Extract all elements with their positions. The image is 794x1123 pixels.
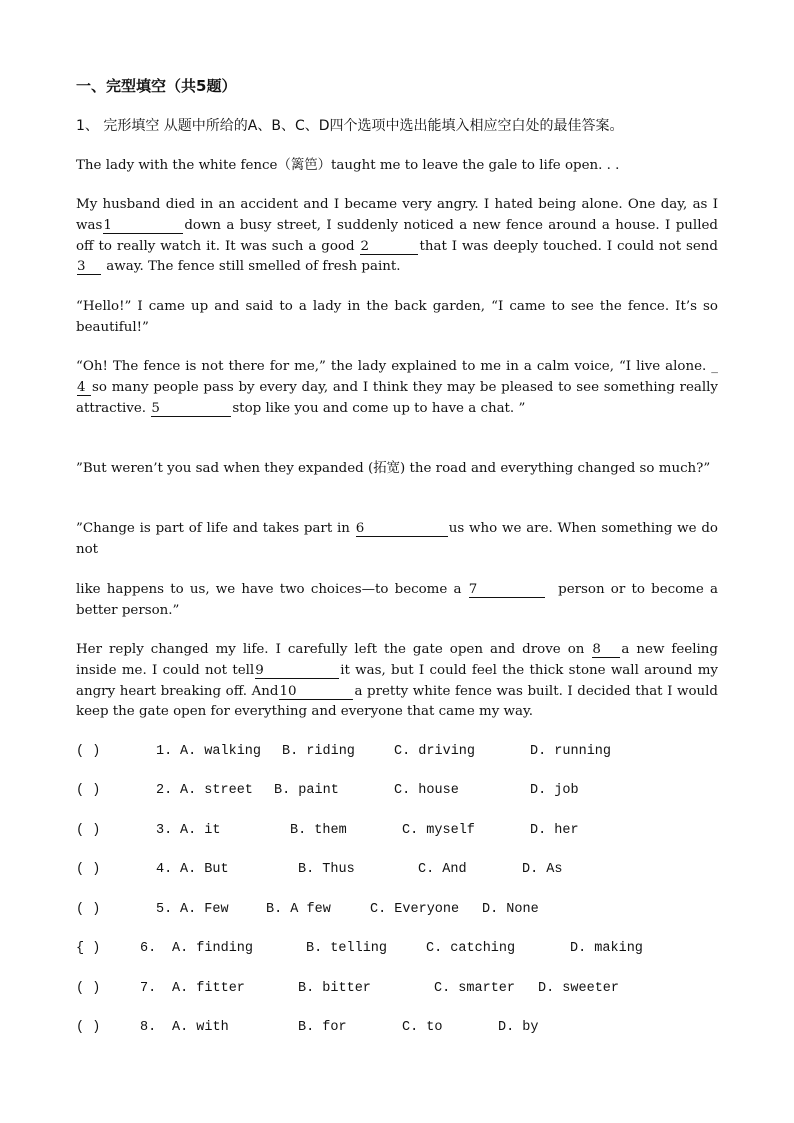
paragraph-1: [76, 195, 718, 278]
option-a: A. fitter: [172, 981, 245, 996]
option-c: C. smarter: [434, 981, 516, 996]
answer-paren[interactable]: { ): [76, 941, 101, 956]
question-number: 2.: [156, 783, 173, 798]
instruction-text: 1、 完形填空 从题中所给的A、B、C、D四个选项中选出能填入相应空白处的最佳答案。: [76, 118, 624, 134]
paragraph-text: it was, but I could feel the thick stone wall around my angry heart breaking off. And: [76, 662, 718, 699]
option-b: B. riding: [282, 744, 355, 759]
blank-7: 7: [469, 582, 545, 598]
option-d: D. her: [530, 823, 579, 838]
paragraph-text: us who we are. When something we do not: [76, 521, 718, 557]
question-number: 4.: [156, 862, 173, 877]
answer-paren[interactable]: ( ): [76, 783, 101, 798]
answer-paren[interactable]: ( ): [76, 981, 101, 996]
option-b: B. bitter: [298, 981, 371, 996]
blank-5: 5: [151, 401, 231, 417]
paragraph-text: Her reply changed my life. I carefully left the gate open and drove on: [76, 642, 585, 657]
option-c: C. myself: [402, 823, 475, 838]
option-d: D. None: [482, 902, 539, 917]
answer-paren[interactable]: ( ): [76, 862, 101, 877]
blank-4: 4: [77, 380, 91, 396]
paragraph-text: that I was deeply touched. I could not send: [419, 238, 719, 254]
option-b: B. them: [290, 823, 347, 838]
option-c: C. driving: [394, 744, 476, 759]
option-c: C. house: [394, 783, 459, 798]
option-a: A. with: [172, 1020, 229, 1035]
paragraph-5: [76, 519, 718, 561]
paragraph-text: “Oh! The fence is not there for me,” the lady explained to me in a calm voice, “I live alone. _: [76, 359, 718, 374]
paragraph-text: so many people pass by every day, and I think they may be pleased to see something really attractive.: [76, 379, 718, 416]
section-heading: 一、完型填空（共5题）: [76, 77, 237, 95]
paragraph-text: away. The fence still smelled of fresh paint.: [106, 259, 401, 275]
option-b: B. paint: [274, 783, 339, 798]
option-c: C. Everyone: [370, 902, 460, 917]
paragraph-2: “Hello!” I came up and said to a lady in the back garden, “I came to see the fence. It’s so beautiful!”: [76, 299, 718, 335]
paragraph-text: ”Change is part of life and takes part in: [76, 521, 350, 536]
option-d: D. job: [530, 783, 579, 798]
option-d: D. making: [570, 941, 643, 956]
question-number: 5.: [156, 902, 173, 917]
option-d: D. by: [498, 1020, 539, 1035]
question-number: 3.: [156, 823, 173, 838]
answer-paren[interactable]: ( ): [76, 744, 101, 759]
paragraph-7: [76, 640, 718, 723]
option-c: C. catching: [426, 941, 516, 956]
option-d: D. running: [530, 744, 612, 759]
paragraph-text: person or to become a better person.”: [76, 582, 718, 618]
option-a: A. street: [180, 783, 253, 798]
paragraph-text: My husband died in an accident and I became very angry. I hated being alone. One day, as I was: [76, 197, 718, 233]
paragraph-3: [76, 357, 718, 419]
option-b: B. A few: [266, 902, 331, 917]
option-b: B. Thus: [298, 862, 355, 877]
option-a: A. it: [180, 823, 221, 838]
passage-title: The lady with the white fence（篱笆）taught me to leave the gale to life open. . .: [76, 158, 620, 173]
option-c: C. to: [402, 1020, 443, 1035]
blank-8: 8: [592, 642, 620, 658]
blank-1: 1: [103, 218, 183, 234]
question-number: 8.: [140, 1020, 157, 1035]
option-d: D. sweeter: [538, 981, 620, 996]
answer-paren[interactable]: ( ): [76, 902, 101, 917]
paragraph-text: a new feeling inside me. I could not tell: [76, 642, 718, 678]
question-number: 6.: [140, 941, 157, 956]
paragraph-text: down a busy street, I suddenly noticed a new fence around a house. I pulled off to really watch it. It was such a good: [76, 217, 718, 254]
paragraph-6: [76, 580, 718, 622]
paragraph-text: like happens to us, we have two choices—to become a: [76, 582, 462, 597]
option-a: A. Few: [180, 902, 229, 917]
answer-paren[interactable]: ( ): [76, 823, 101, 838]
blank-3: 3: [77, 259, 101, 275]
question-number: 1.: [156, 744, 173, 759]
option-a: A. walking: [180, 744, 262, 759]
option-b: B. telling: [306, 941, 388, 956]
option-a: A. But: [180, 862, 229, 877]
blank-9: 9: [255, 663, 339, 679]
option-b: B. for: [298, 1020, 347, 1035]
paragraph-text: a pretty white fence was built. I decided that I would keep the gate open for everything and everyone that came my way.: [76, 683, 719, 720]
blank-2: 2: [360, 239, 418, 255]
blank-10: 10: [279, 684, 353, 700]
option-c: C. And: [418, 862, 467, 877]
option-d: D. As: [522, 862, 563, 877]
paragraph-4: ”But weren’t you sad when they expanded (拓宽) the road and everything changed so much?”: [76, 461, 711, 476]
answer-paren[interactable]: ( ): [76, 1020, 101, 1035]
blank-6: 6: [356, 521, 448, 537]
option-a: A. finding: [172, 941, 254, 956]
question-number: 7.: [140, 981, 157, 996]
paragraph-text: stop like you and come up to have a chat. ”: [232, 400, 526, 416]
